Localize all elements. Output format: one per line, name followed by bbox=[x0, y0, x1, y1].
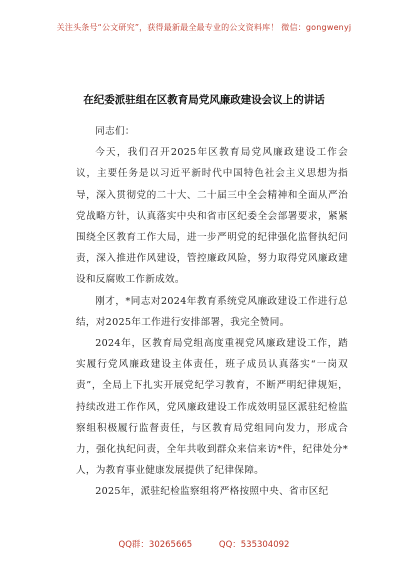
qq-number: QQ：535304092 bbox=[218, 540, 290, 550]
contact-footer bbox=[0, 538, 408, 550]
paragraph: 2025年，派驻纪检监察组将严格按照中央、省市区纪 bbox=[95, 486, 329, 498]
promo-banner: 关注头条号“公文研究”，获得最新最全最专业的公文资料库！ 微信：gongwenyj bbox=[56, 23, 352, 32]
paragraph: 2024年，区教育局党组高度重视党风廉政建设工作，踏实履行党风廉政建设主体责任，班子成员认真落实“一岗双责”，全局上下扎实开展党纪学习教育，不断严明纪律规矩，持续改进工作作风，党风廉政建设工作成效明显区派驻纪检监察组积极履行监督责任，与区教育局党组同向发力，形成合力，强化执纪问责，全年共收到群众来信来访*件，纪律处分*人，为教育事业健康发展提供了纪律保障。 bbox=[76, 338, 348, 477]
document-title: 在纪委派驻组在区教育局党风廉政建设会议上的讲话 bbox=[83, 94, 325, 106]
greeting: 同志们： bbox=[95, 126, 135, 137]
qq-group: QQ群：30265665 bbox=[118, 540, 193, 550]
paragraph: 今天，我们召开2025年区教育局党风廉政建设工作会议，主要任务是以习近平新时代中国特色社会主义思想为指导，深入贯彻党的二十大、二十届三中全会精神和全面从严治党战略方针，认真落实中央和省市区纪委全会部署要求，紧紧围绕全区教育工作大局，进一步严明党的纪律强化监督执纪问责，深入推进作风建设，管控廉政风险，努力取得党风廉政建设和反腐败工作新成效。 bbox=[76, 147, 348, 286]
document-body bbox=[76, 121, 348, 503]
paragraph: 刚才，*同志对2024年教育系统党风廉政建设工作进行总结，对2025年工作进行安排部署，我完全赞同。 bbox=[76, 295, 348, 328]
